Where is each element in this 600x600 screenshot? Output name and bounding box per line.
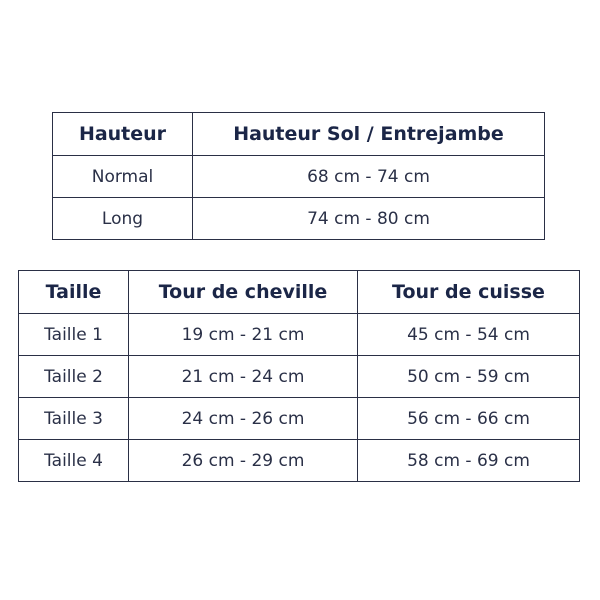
table-cell: 26 cm - 29 cm [129,440,358,482]
table-row [19,356,580,398]
table-row [19,398,580,440]
table-header-row [53,113,545,156]
size-table [18,270,580,482]
header-cell-tour-de-cuisse: Tour de cuisse [358,271,580,314]
table-row [53,156,545,198]
table-cell: 50 cm - 59 cm [358,356,580,398]
table-cell: Taille 2 [19,356,129,398]
table-row [19,314,580,356]
table-cell: 45 cm - 54 cm [358,314,580,356]
table-row [19,440,580,482]
table-cell: Taille 3 [19,398,129,440]
table-cell: Taille 4 [19,440,129,482]
height-table [52,112,545,240]
table-header-row [19,271,580,314]
header-cell-hauteur: Hauteur [53,113,193,156]
header-cell-hauteur-sol-entrejambe: Hauteur Sol / Entrejambe [193,113,545,156]
table-cell: 21 cm - 24 cm [129,356,358,398]
table-cell: 58 cm - 69 cm [358,440,580,482]
table-cell: 24 cm - 26 cm [129,398,358,440]
table-cell: Long [53,198,193,240]
table-cell: 56 cm - 66 cm [358,398,580,440]
header-cell-taille: Taille [19,271,129,314]
table-cell: 19 cm - 21 cm [129,314,358,356]
table-cell: 74 cm - 80 cm [193,198,545,240]
table-cell: 68 cm - 74 cm [193,156,545,198]
table-cell: Taille 1 [19,314,129,356]
table-row [53,198,545,240]
header-cell-tour-de-cheville: Tour de cheville [129,271,358,314]
table-cell: Normal [53,156,193,198]
